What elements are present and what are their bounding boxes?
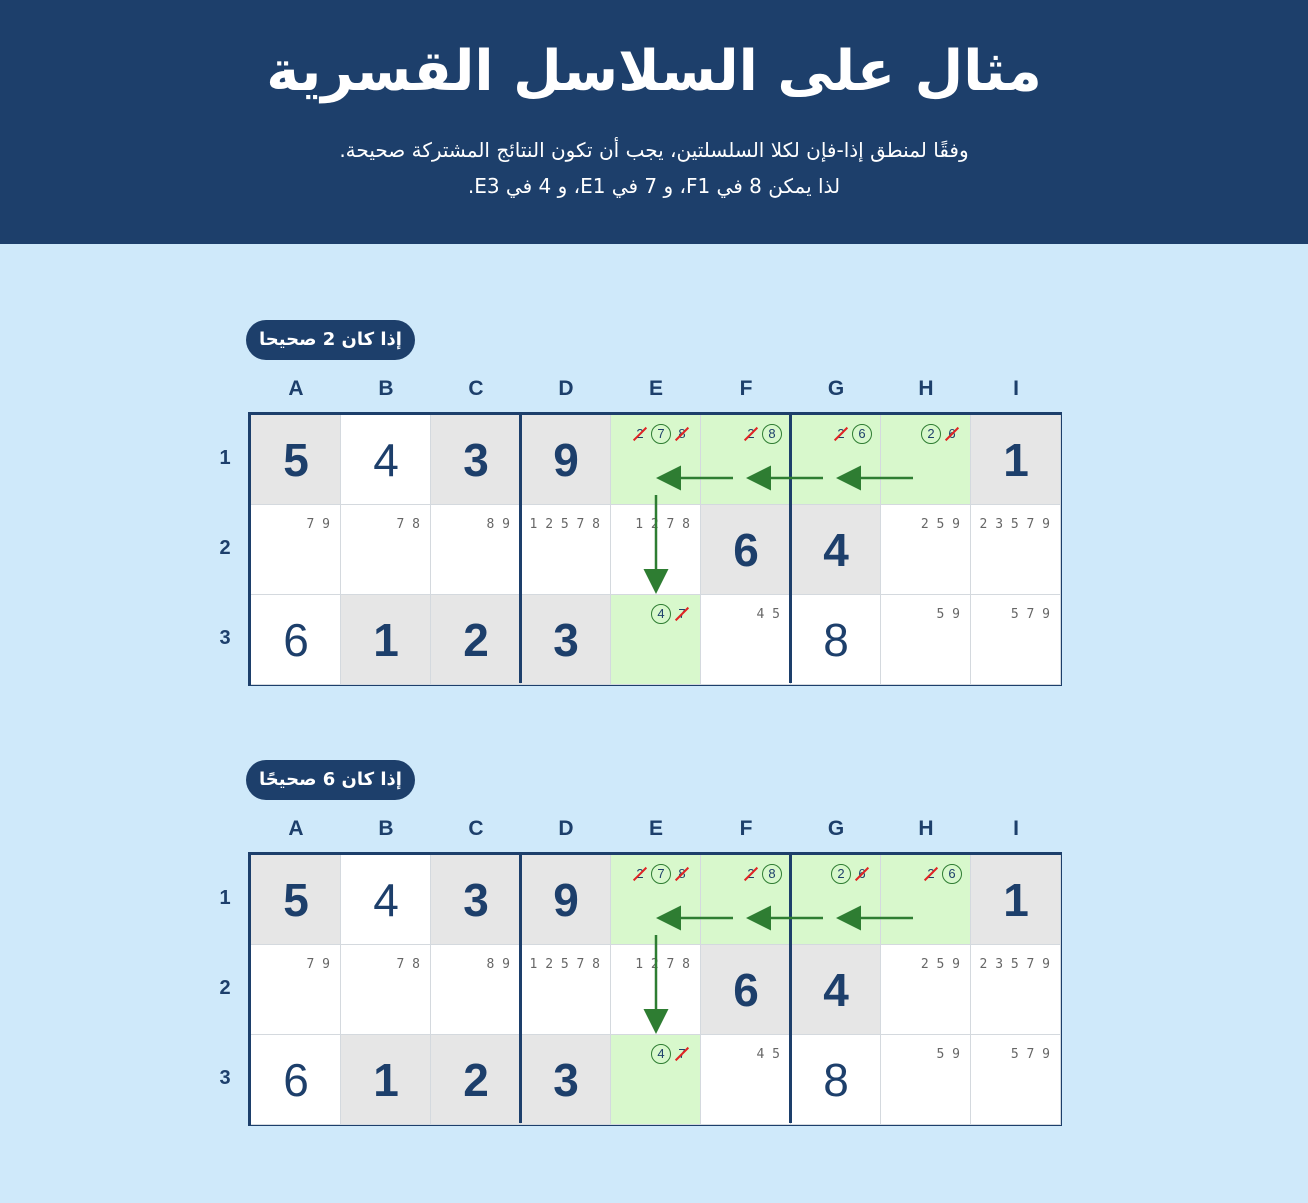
struck-candidate: 2	[630, 424, 650, 444]
column-label-h: H	[918, 377, 934, 400]
column-label-d: D	[558, 817, 574, 840]
struck-candidate: 7	[672, 1044, 692, 1064]
candidate-notes: 2 3 5 7 9	[979, 517, 1050, 532]
row-label-2: 2	[219, 537, 231, 559]
subtitle-line-1: وفقًا لمنطق إذا-فإن لكلا السلسلتين، يجب أن تكون النتائج المشتركة صحيحة.	[339, 138, 969, 162]
struck-candidate: 7	[672, 604, 692, 624]
row-label-1: 1	[219, 447, 231, 469]
cell-value: 2	[463, 614, 489, 666]
candidate-notes: 4 5	[756, 607, 780, 622]
cell-value: 3	[553, 1054, 579, 1106]
column-label-c: C	[468, 377, 484, 400]
struck-candidate: 8	[672, 864, 692, 884]
column-label-a: A	[288, 817, 304, 840]
cell-value: 6	[733, 524, 759, 576]
cell-value: 9	[553, 874, 579, 926]
column-label-i: I	[1013, 377, 1019, 400]
column-label-e: E	[648, 377, 663, 400]
column-label-b: B	[378, 817, 394, 840]
cell-value: 4	[823, 964, 849, 1016]
sudoku-panel-2	[0, 760, 1308, 1160]
candidate-notes: 5 9	[936, 607, 960, 622]
column-label-g: G	[827, 817, 845, 840]
row-label-3: 3	[219, 1067, 231, 1089]
cell-value: 6	[283, 614, 309, 666]
panel-label-pill: إذا كان 6 صحيحًا	[246, 760, 415, 800]
candidate-notes: 8 9	[486, 517, 510, 532]
circled-candidate: 8	[762, 864, 782, 884]
candidate-notes: 1 2 7 8	[635, 957, 690, 972]
struck-candidate: 2	[630, 864, 650, 884]
candidate-notes: 4 5	[756, 1047, 780, 1062]
candidate-notes: 7 8	[396, 957, 420, 972]
circled-candidate: 7	[651, 424, 671, 444]
candidate-notes: 2 5 9	[920, 517, 960, 532]
cell-value: 8	[823, 1054, 849, 1106]
column-label-f: F	[739, 817, 753, 840]
circled-candidate: 7	[651, 864, 671, 884]
circled-candidate: 8	[762, 424, 782, 444]
struck-candidate: 2	[741, 424, 761, 444]
cell-value: 4	[373, 434, 399, 486]
column-label-f: F	[739, 377, 753, 400]
cell-value: 6	[283, 1054, 309, 1106]
cell-value: 1	[1003, 874, 1029, 926]
circled-candidate: 2	[831, 864, 851, 884]
cell-value: 1	[373, 1054, 399, 1106]
struck-candidate: 2	[741, 864, 761, 884]
cell-value: 3	[463, 434, 489, 486]
circled-candidate: 4	[651, 1044, 671, 1064]
sudoku-grid	[248, 412, 1062, 686]
subtitle-line-2: لذا يمكن 8 في F1، و 7 في E1، و 4 في E3.	[467, 174, 841, 198]
column-label-c: C	[468, 817, 484, 840]
candidate-notes: 1 2 7 8	[635, 517, 690, 532]
cell-value: 1	[1003, 434, 1029, 486]
candidate-notes: 2 5 9	[920, 957, 960, 972]
column-label-e: E	[648, 817, 663, 840]
cell-value: 1	[373, 614, 399, 666]
cell-value: 8	[823, 614, 849, 666]
row-label-2: 2	[219, 977, 231, 999]
chain-arrows	[251, 855, 1059, 1123]
page-title: مثال على السلاسل القسرية	[266, 39, 1042, 104]
struck-candidate: 6	[942, 424, 962, 444]
candidate-notes: 5 7 9	[1010, 607, 1050, 622]
cell-value: 3	[463, 874, 489, 926]
cell-value: 4	[823, 524, 849, 576]
candidate-notes: 5 7 9	[1010, 1047, 1050, 1062]
chain-arrows	[251, 415, 1059, 683]
column-label-b: B	[378, 377, 394, 400]
column-label-h: H	[918, 817, 934, 840]
column-label-a: A	[288, 377, 304, 400]
column-label-g: G	[827, 377, 845, 400]
circled-candidate: 6	[942, 864, 962, 884]
sudoku-grid	[248, 852, 1062, 1126]
candidate-notes: 2 3 5 7 9	[979, 957, 1050, 972]
cell-value: 3	[553, 614, 579, 666]
row-label-3: 3	[219, 627, 231, 649]
struck-candidate: 2	[921, 864, 941, 884]
column-label-d: D	[558, 377, 574, 400]
cell-value: 5	[283, 874, 309, 926]
candidate-notes: 7 9	[306, 957, 330, 972]
sudoku-panel-1	[0, 320, 1308, 720]
circled-candidate: 2	[921, 424, 941, 444]
header-banner	[0, 0, 1308, 244]
struck-candidate: 8	[672, 424, 692, 444]
struck-candidate: 6	[852, 864, 872, 884]
column-label-i: I	[1013, 817, 1019, 840]
candidate-notes: 7 9	[306, 517, 330, 532]
cell-value: 9	[553, 434, 579, 486]
candidate-notes: 8 9	[486, 957, 510, 972]
circled-candidate: 6	[852, 424, 872, 444]
cell-value: 5	[283, 434, 309, 486]
circled-candidate: 4	[651, 604, 671, 624]
cell-value: 2	[463, 1054, 489, 1106]
row-label-1: 1	[219, 887, 231, 909]
panel-label-pill: إذا كان 2 صحيحا	[246, 320, 415, 360]
cell-value: 6	[733, 964, 759, 1016]
cell-value: 4	[373, 874, 399, 926]
candidate-notes: 7 8	[396, 517, 420, 532]
struck-candidate: 2	[831, 424, 851, 444]
candidate-notes: 1 2 5 7 8	[529, 517, 600, 532]
candidate-notes: 1 2 5 7 8	[529, 957, 600, 972]
candidate-notes: 5 9	[936, 1047, 960, 1062]
